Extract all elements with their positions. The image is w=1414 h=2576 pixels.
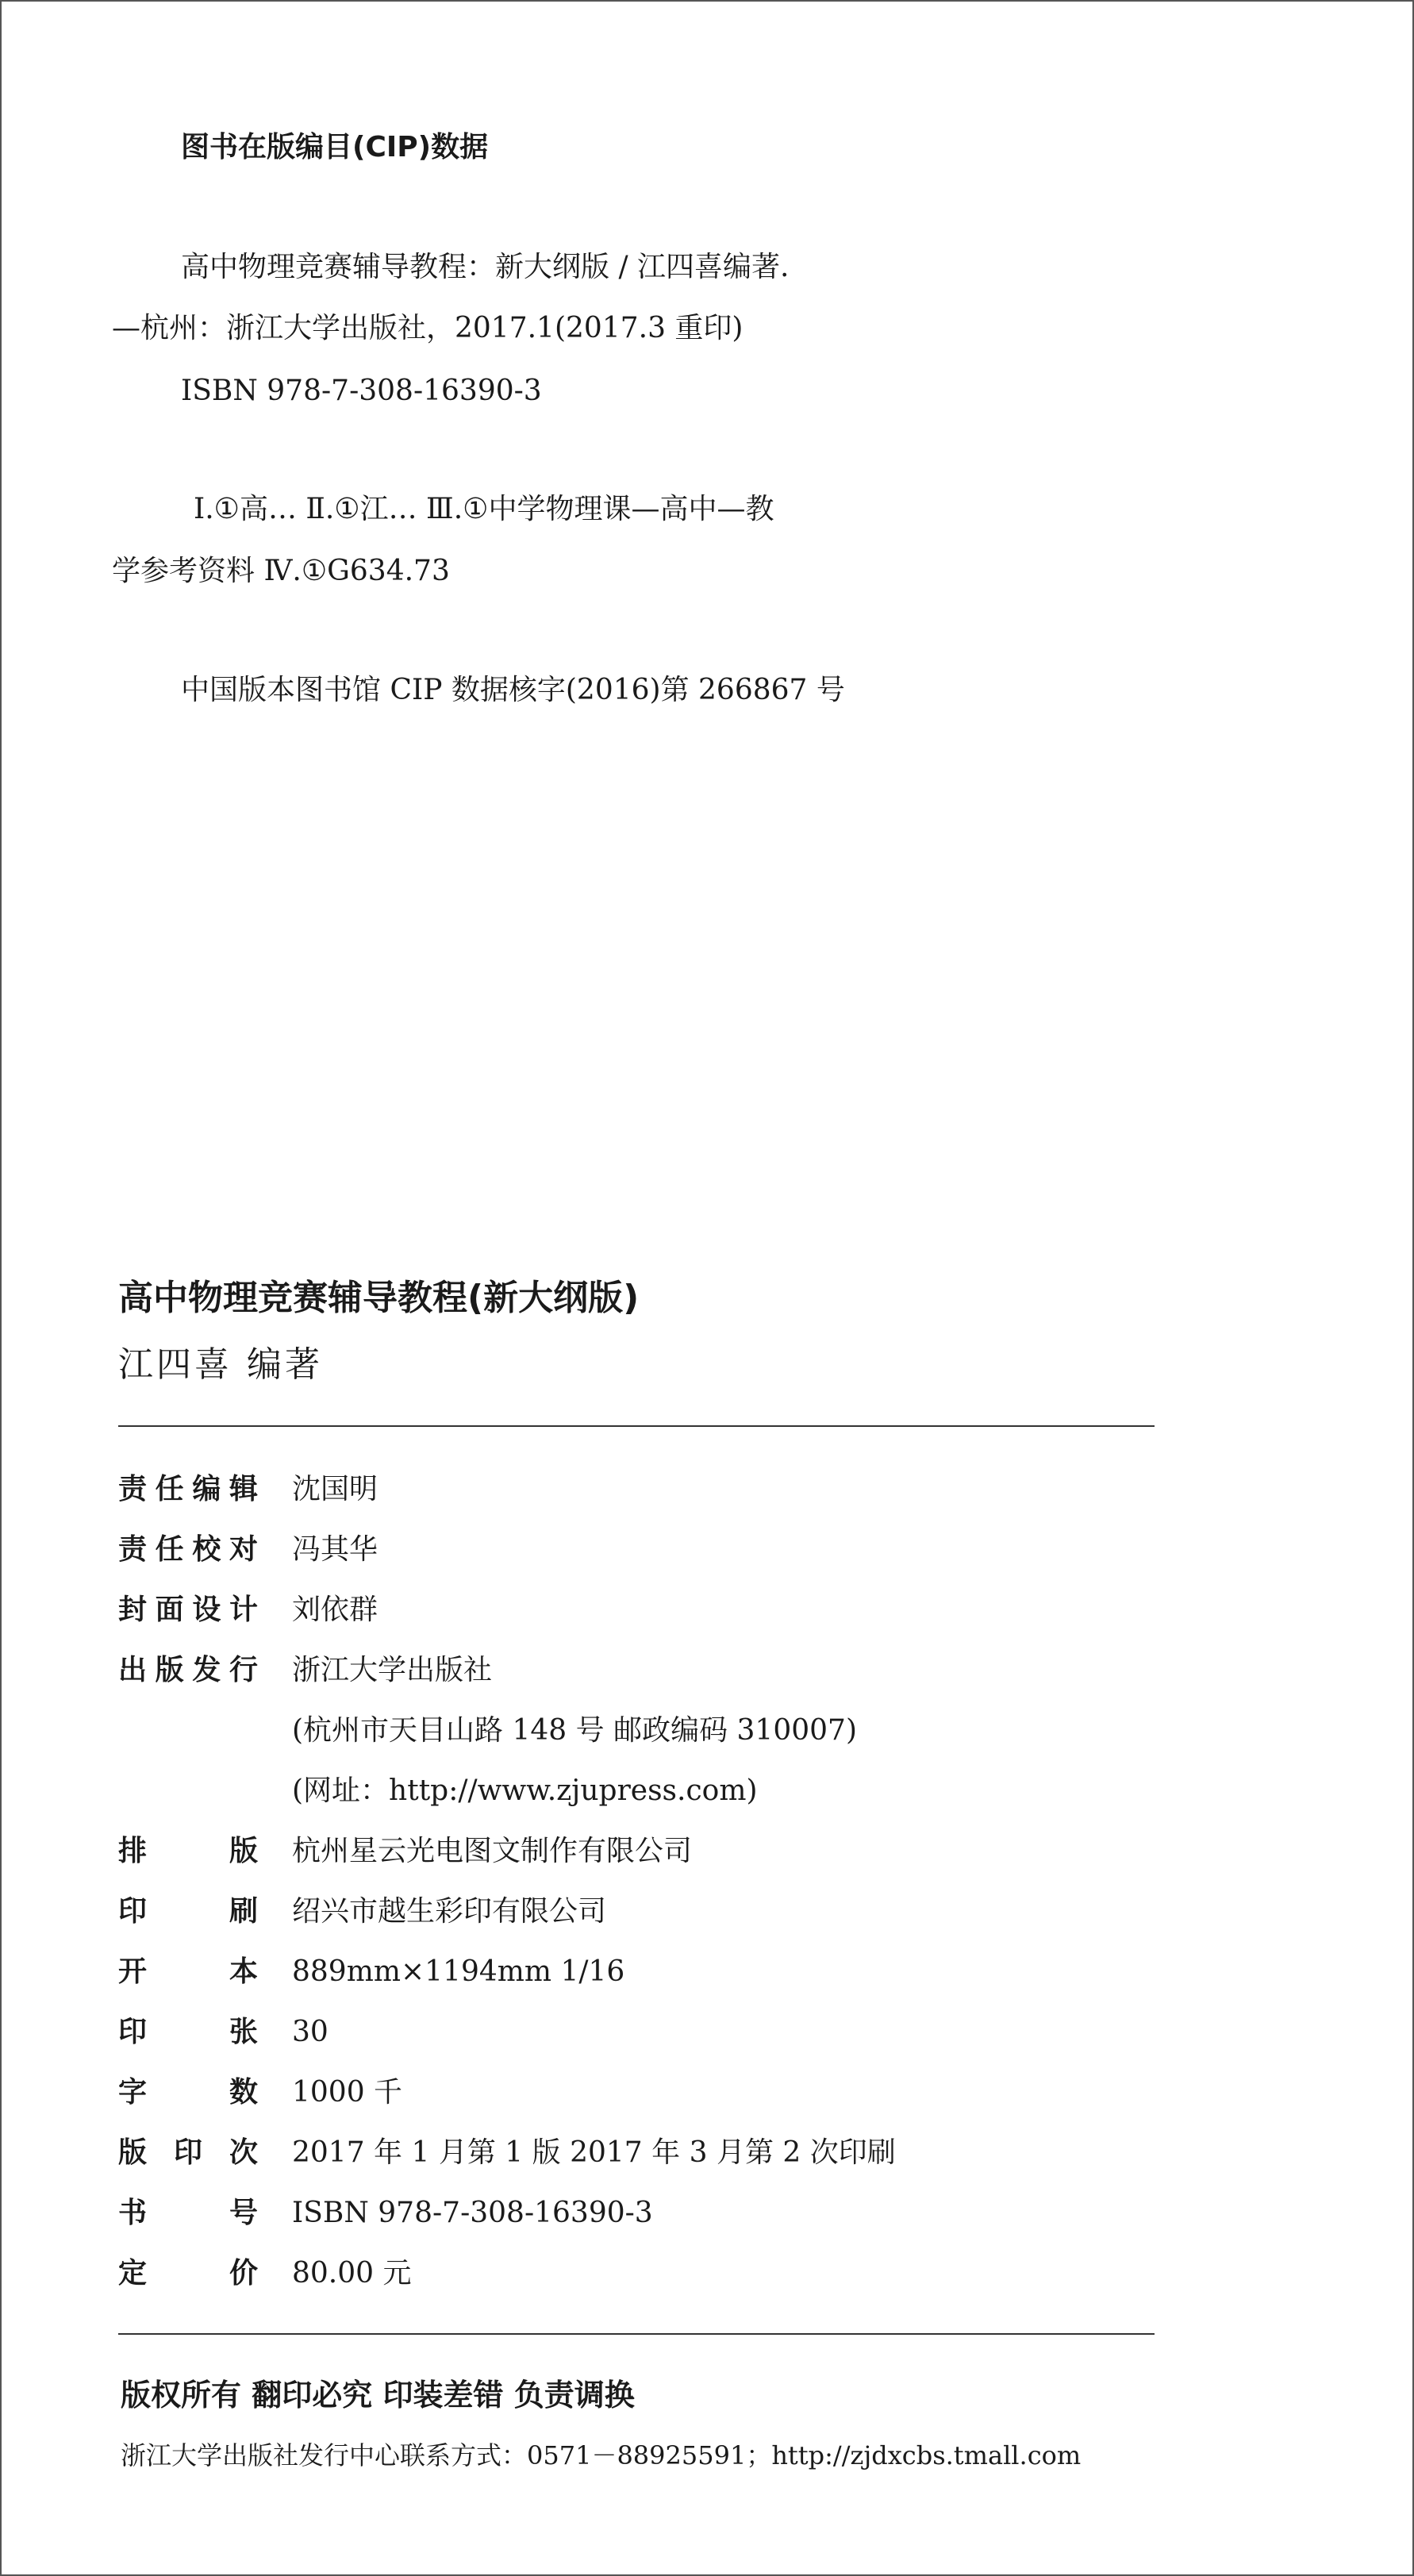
detail-label: 字数 (118, 2076, 258, 2109)
book-title: 高中物理竞赛辅导教程(新大纲版) (118, 1278, 640, 1318)
detail-value: 2017 年 1 月第 1 版 2017 年 3 月第 2 次印刷 (292, 2136, 896, 2169)
cip-isbn: ISBN 978-7-308-16390-3 (181, 375, 542, 407)
detail-label: 封面设计 (118, 1594, 258, 1626)
cip-publisher-line: —杭州：浙江大学出版社，2017.1(2017.3 重印) (112, 312, 744, 344)
detail-value: 杭州星云光电图文制作有限公司 (292, 1835, 693, 1867)
detail-label: 版印次 (118, 2136, 258, 2169)
detail-value: 889mm×1194mm 1/16 (292, 1955, 625, 1988)
detail-value: 刘依群 (292, 1594, 378, 1626)
detail-label: 责任校对 (118, 1533, 258, 1566)
book-author: 江四喜 编著 (118, 1344, 323, 1385)
detail-label: 印刷 (118, 1895, 258, 1928)
cip-classification-line1: Ⅰ.①高… Ⅱ.①江… Ⅲ.①中学物理课—高中—教 (194, 493, 774, 525)
detail-label: 出版发行 (118, 1654, 258, 1686)
detail-value: 80.00 元 (292, 2257, 412, 2290)
detail-value: ISBN 978-7-308-16390-3 (292, 2197, 653, 2229)
detail-value: 浙江大学出版社 (292, 1654, 493, 1686)
detail-value: 沈国明 (292, 1473, 378, 1505)
detail-label: 开本 (118, 1955, 258, 1988)
cip-heading: 图书在版编目(CIP)数据 (181, 131, 489, 163)
detail-label: 定价 (118, 2257, 258, 2290)
detail-value: (杭州市天目山路 148 号 邮政编码 310007) (292, 1714, 858, 1747)
contact-info: 浙江大学出版社发行中心联系方式：0571－88925591；http://zjdxcbs.tmall.com (121, 2440, 1082, 2470)
divider-bottom (118, 2333, 1155, 2335)
cip-title-line: 高中物理竞赛辅导教程：新大纲版 / 江四喜编著. (181, 251, 790, 283)
rights-notice: 版权所有 翻印必究 印装差错 负责调换 (121, 2378, 635, 2413)
detail-label: 责任编辑 (118, 1473, 258, 1505)
detail-label: 书号 (118, 2197, 258, 2229)
detail-label: 排版 (118, 1835, 258, 1867)
detail-value: 冯其华 (292, 1533, 378, 1566)
cip-classification-line2: 学参考资料 Ⅳ.①G634.73 (112, 555, 450, 587)
detail-label: 印张 (118, 2016, 258, 2048)
detail-value: (网址：http://www.zjupress.com) (292, 1774, 758, 1807)
detail-value: 1000 千 (292, 2076, 403, 2109)
cip-data-number: 中国版本图书馆 CIP 数据核字(2016)第 266867 号 (181, 674, 845, 706)
detail-value: 30 (292, 2016, 329, 2048)
divider-top (118, 1425, 1155, 1427)
detail-value: 绍兴市越生彩印有限公司 (292, 1895, 607, 1928)
